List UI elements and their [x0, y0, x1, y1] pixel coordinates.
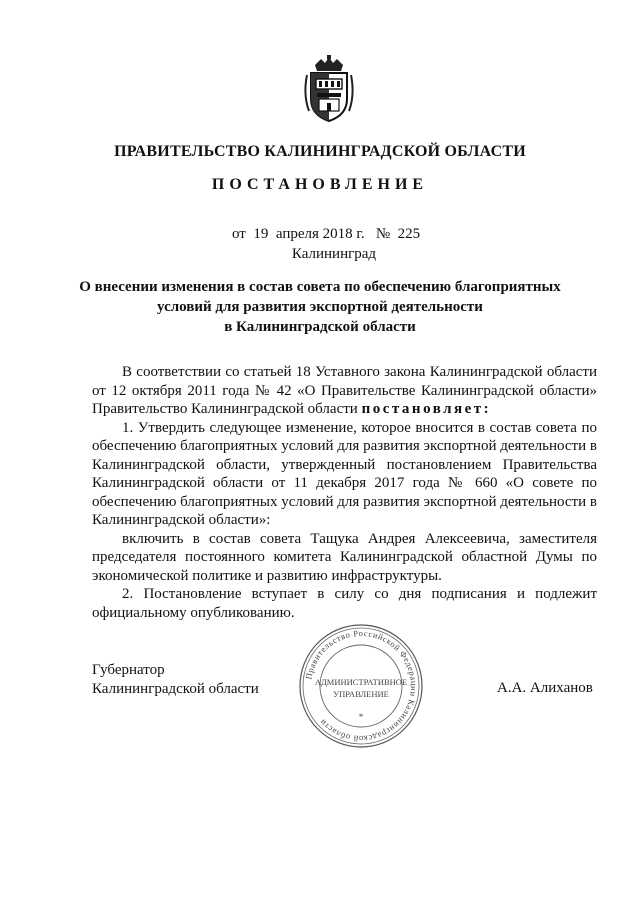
date-year: 2018 г. [322, 226, 365, 242]
body-item-1-detail: включить в состав совета Тащука Андрея Алексеевича, заместителя председателя постоянного комитета Калининградской областной Думы по экономической политике и развитию инфраструктуры. [92, 530, 597, 584]
body-item-2: 2. Постановление вступает в силу со дня подписания и подлежит официальному опубликованию. [92, 586, 597, 621]
document-type: ПОСТАНОВЛЕНИЕ [211, 176, 429, 193]
government-title: ПРАВИТЕЛЬСТВО КАЛИНИНГРАДСКОЙ ОБЛАСТИ [114, 143, 526, 160]
subject-line-1: О внесении изменения в состав совета по обеспечению благоприятных [79, 279, 561, 295]
document-city: Калининград [291, 246, 377, 262]
resolve-keyword: постановляет: [361, 401, 492, 417]
official-seal-stamp [297, 622, 425, 750]
seal-ring-text: Правительство Российской Федерации Калининградской области [303, 627, 420, 745]
subject-line-2: условий для развития экспортной деятельности [157, 299, 483, 315]
document-subject [0, 277, 640, 337]
document-date-number [232, 226, 420, 243]
seal-star: * [358, 712, 364, 722]
body-item-1: 1. Утвердить следующее изменение, которое вносится в состав совета по обеспечению благоприятных условий для развития экспортной деятельности в Калининградской области, утвержденный постановлением Правительства Калининградской области от 11 декабря 2017 года № 660 «О совете по обеспечению благоприятных условий для развития экспортной деятельности в Калининградской области»: [92, 419, 597, 528]
document-body [92, 363, 597, 622]
date-month: апреля [275, 226, 319, 242]
signatory-name: А.А. Алиханов [497, 680, 593, 696]
date-prefix: от [232, 226, 246, 242]
signatory-title [92, 661, 259, 699]
signatory-title-line-1: Губернатор [92, 662, 165, 678]
subject-line-3: в Калининградской области [224, 319, 416, 335]
seal-center-line-1: АДМИНИСТРАТИВНОЕ [314, 677, 408, 687]
coat-of-arms-emblem [303, 55, 355, 125]
body-intro: В соответствии со статьей 18 Уставного закона Калининградской области от 12 октября 2011 года № 42 «О Правительстве Калининградской области» Правительство Калининградской области постановляет: [92, 364, 597, 417]
number-sign: № [375, 226, 391, 242]
signatory-title-line-2: Калининградской области [92, 681, 259, 697]
date-day: 19 [253, 226, 269, 242]
seal-center-line-2: УПРАВЛЕНИЕ [333, 689, 389, 699]
document-number: 225 [397, 226, 421, 242]
